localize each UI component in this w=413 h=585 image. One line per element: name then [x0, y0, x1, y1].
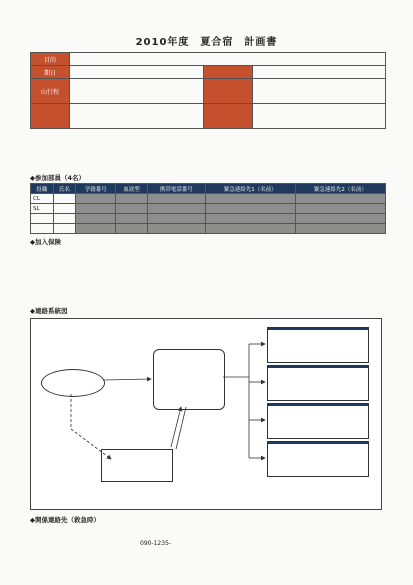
redacted-cell	[205, 194, 295, 204]
related-phone: 090-1235-	[140, 540, 172, 547]
row-value	[70, 66, 204, 79]
name-cell	[53, 224, 76, 234]
role-cell	[31, 224, 54, 234]
row-value-right	[252, 66, 386, 79]
column-header: 緊急連絡先1（名前）	[205, 184, 295, 194]
redacted-cell	[147, 224, 205, 234]
table-row	[31, 214, 386, 224]
role-cell: CL	[31, 194, 54, 204]
redacted-cell	[147, 214, 205, 224]
table-row	[31, 104, 386, 129]
column-header: 緊急連絡先2（名前）	[295, 184, 385, 194]
redacted-cell	[76, 204, 116, 214]
redacted-cell	[116, 204, 147, 214]
redacted-cell	[205, 224, 295, 234]
row-value-right	[252, 104, 386, 129]
page-title: 2010年度 夏合宿 計画書	[135, 37, 278, 48]
row-label-right	[203, 79, 252, 104]
redacted-cell	[205, 204, 295, 214]
table-row	[31, 204, 386, 214]
row-value	[70, 53, 386, 66]
related-heading: ◆関係連絡先（救急時）	[30, 516, 100, 524]
contact-heading: ◆連絡系統図	[30, 307, 68, 315]
row-label: 目的	[31, 53, 70, 66]
row-label	[31, 104, 70, 129]
table-row	[31, 66, 386, 79]
redacted-cell	[76, 194, 116, 204]
redacted-cell	[295, 214, 385, 224]
column-header: 血液型	[116, 184, 147, 194]
row-label-right	[203, 66, 252, 79]
members-heading: ◆参加部員（4名）	[30, 174, 86, 182]
row-label: 山行程	[31, 79, 70, 104]
row-label-right	[203, 104, 252, 129]
table-header-row	[31, 184, 386, 194]
contact-diagram	[30, 318, 382, 510]
redacted-cell	[205, 214, 295, 224]
column-header: 役職	[31, 184, 54, 194]
diagram-connectors	[31, 319, 381, 509]
redacted-cell	[295, 204, 385, 214]
row-value	[70, 104, 204, 129]
redacted-cell	[147, 194, 205, 204]
column-header: 学籍番号	[76, 184, 116, 194]
name-cell	[53, 194, 76, 204]
insurance-heading: ◆加入保険	[30, 238, 61, 246]
redacted-cell	[147, 204, 205, 214]
role-cell	[31, 214, 54, 224]
row-value	[70, 79, 204, 104]
row-value-right	[252, 79, 386, 104]
redacted-cell	[116, 224, 147, 234]
redacted-cell	[76, 214, 116, 224]
table-row	[31, 224, 386, 234]
table-row	[31, 194, 386, 204]
column-header: 携帯電話番号	[147, 184, 205, 194]
plan-table	[30, 52, 386, 129]
row-label: 期日	[31, 66, 70, 79]
redacted-cell	[116, 214, 147, 224]
redacted-cell	[76, 224, 116, 234]
redacted-cell	[116, 194, 147, 204]
name-cell	[53, 214, 76, 224]
column-header: 氏名	[53, 184, 76, 194]
table-row	[31, 53, 386, 66]
role-cell: SL	[31, 204, 54, 214]
members-table	[30, 183, 386, 234]
redacted-cell	[295, 224, 385, 234]
redacted-cell	[295, 194, 385, 204]
table-row	[31, 79, 386, 104]
name-cell	[53, 204, 76, 214]
